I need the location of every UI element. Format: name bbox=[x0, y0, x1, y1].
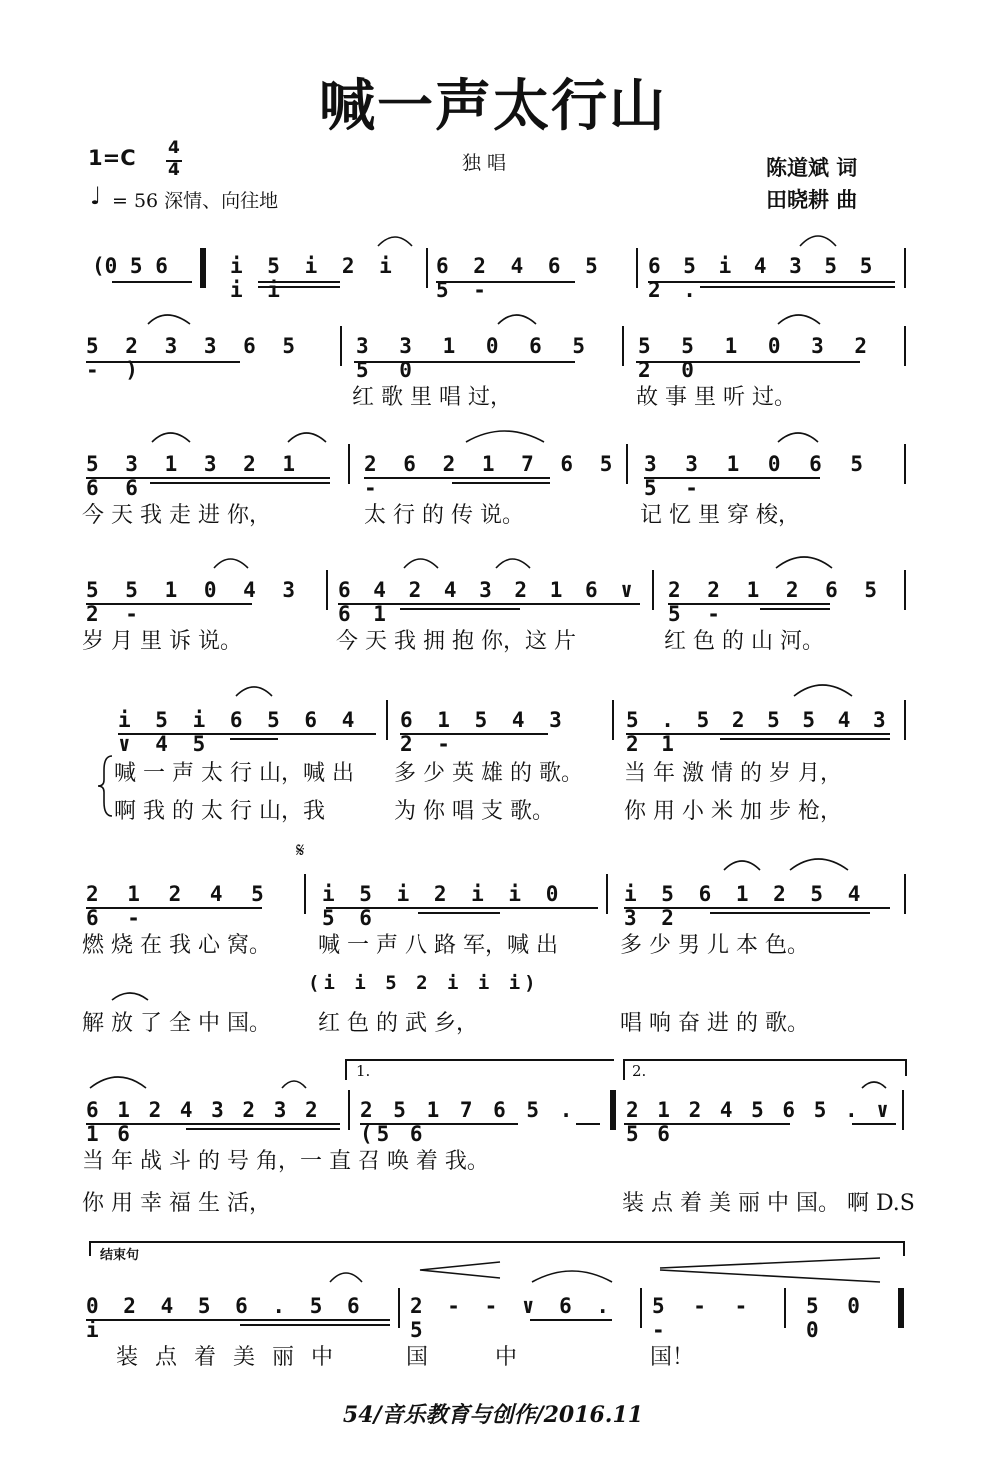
barline bbox=[622, 326, 624, 366]
composer: 田晓耕 曲 bbox=[766, 187, 858, 212]
barline bbox=[426, 248, 428, 288]
barline bbox=[386, 700, 388, 740]
barline bbox=[904, 248, 906, 288]
measure-notes: 0 2 4 5 6 . 5 6 i bbox=[86, 1294, 366, 1342]
lyric-line: 今 天 我 拥 抱 你，这 片 bbox=[336, 629, 576, 654]
hairpins bbox=[420, 1258, 880, 1282]
lyric-line: 记 忆 里 穿 梭， bbox=[640, 503, 800, 528]
lyric-line: 你 用 幸 福 生 活， bbox=[82, 1191, 271, 1216]
performance-type: 独 唱 bbox=[462, 152, 507, 174]
lyric-line: 故 事 里 听 过。 bbox=[636, 385, 796, 410]
lyric-line: 唱 响 奋 进 的 歌。 bbox=[620, 1011, 809, 1036]
measure-notes: 5 2 3 3 6 5 - ) bbox=[86, 334, 303, 382]
barline bbox=[326, 570, 328, 610]
barline bbox=[652, 570, 654, 610]
lyric-line: 当 年 战 斗 的 号 角，一 直 召 唤 着 我。 bbox=[82, 1149, 489, 1174]
measure-notes: 5 5 1 0 4 3 2 - bbox=[86, 578, 303, 626]
measure-notes: (0 5 6 bbox=[92, 254, 168, 278]
measure-notes: i 5 i 2 i i i bbox=[230, 254, 398, 302]
verse-brace bbox=[98, 756, 112, 816]
lyric-line: 为 你 唱 支 歌。 bbox=[394, 799, 554, 824]
barline bbox=[348, 1090, 350, 1130]
measure-notes: 3 3 1 0 6 5 5 - bbox=[644, 452, 872, 500]
volta-first-label: 1. bbox=[356, 1062, 371, 1080]
lyric-line: 国！ bbox=[650, 1345, 695, 1370]
barline bbox=[902, 1090, 904, 1130]
lyric-line: 今 天 我 走 进 你， bbox=[82, 503, 271, 528]
measure-notes: 2 1 2 4 5 6 - bbox=[86, 882, 272, 930]
measure-notes: 2 1 2 4 5 6 5 . ∨ 5 6 bbox=[626, 1098, 892, 1146]
time-signature-bottom: 4 bbox=[168, 160, 180, 180]
lyric-line: 多 少 男 儿 本 色。 bbox=[620, 933, 809, 958]
alternate-notes: (i i 5 2 i i i) bbox=[308, 972, 540, 994]
lyric-line: 红 歌 里 唱 过， bbox=[352, 385, 512, 410]
measure-notes: 3 3 1 0 6 5 5 0 bbox=[356, 334, 595, 382]
measure-notes: 2 2 1 2 6 5 5 - bbox=[668, 578, 885, 626]
lyric-line: 解 放 了 全 中 国。 bbox=[82, 1011, 271, 1036]
barline bbox=[398, 1288, 400, 1328]
barline bbox=[340, 326, 342, 366]
page-footer: 54/音乐教育与创作/2016.11 bbox=[342, 1402, 644, 1428]
lyric-line: 国 中 bbox=[406, 1345, 517, 1370]
barline bbox=[636, 248, 638, 288]
lyric-line: 岁 月 里 诉 说。 bbox=[82, 629, 242, 654]
lyric-line: 你 用 小 米 加 步 枪， bbox=[624, 799, 842, 824]
measure-notes: 6 4 2 4 3 2 1 6 ∨ 6 1 bbox=[338, 578, 638, 626]
lyric-line: 喊 一 声 太 行 山，喊 出 bbox=[114, 761, 354, 786]
barline bbox=[904, 570, 906, 610]
barline bbox=[904, 326, 906, 366]
barline bbox=[348, 444, 350, 484]
volta-second-label: 2. bbox=[632, 1062, 647, 1080]
barline bbox=[784, 1288, 786, 1328]
repeat-end-barline bbox=[610, 1090, 616, 1130]
ending-label: 结束句 bbox=[100, 1248, 140, 1263]
lyric-line: 装 点 着 美 丽 中 bbox=[116, 1345, 333, 1370]
barline bbox=[606, 874, 608, 914]
barline bbox=[904, 874, 906, 914]
measure-notes: 5 0 0 bbox=[806, 1294, 868, 1342]
key-signature: 1=C bbox=[88, 146, 136, 170]
lyric-line: 红 色 的 武 乡， bbox=[318, 1011, 478, 1036]
barline bbox=[904, 444, 906, 484]
measure-notes: 5 5 1 0 3 2 2 0 bbox=[638, 334, 877, 382]
measure-notes: 6 5 i 4 3 5 5 2 . bbox=[648, 254, 878, 302]
lyric-line: 装 点 着 美 丽 中 国。 啊 D.S bbox=[622, 1191, 915, 1216]
lyricist: 陈道斌 词 bbox=[766, 155, 858, 180]
barline bbox=[626, 444, 628, 484]
measure-notes: 5 . 5 2 5 5 4 3 2 1 bbox=[626, 708, 891, 756]
barline bbox=[640, 1288, 642, 1328]
measure-notes: 6 2 4 6 5 5 - bbox=[436, 254, 604, 302]
barline bbox=[612, 700, 614, 740]
lyric-line: 太 行 的 传 说。 bbox=[364, 503, 524, 528]
time-signature-top: 4 bbox=[168, 138, 180, 158]
measure-notes: 2 - - ∨ 6 . 5 bbox=[410, 1294, 616, 1342]
measure-notes: i 5 i 2 i i 0 5 6 bbox=[322, 882, 565, 930]
barline bbox=[904, 700, 906, 740]
tempo-marking: = 56 深情、向往地 bbox=[112, 190, 279, 212]
lyric-line: 红 色 的 山 河。 bbox=[664, 629, 824, 654]
measure-notes: i 5 i 6 5 6 4 ∨ 4 5 bbox=[118, 708, 361, 756]
measure-notes: i 5 6 1 2 5 4 3 2 bbox=[624, 882, 867, 930]
segno-sign: 𝄋 bbox=[296, 838, 305, 862]
lyric-line: 燃 烧 在 我 心 窝。 bbox=[82, 933, 271, 958]
repeat-start-barline bbox=[200, 248, 206, 288]
lyric-line: 当 年 激 情 的 岁 月， bbox=[624, 761, 842, 786]
measure-notes: 5 - - - bbox=[652, 1294, 756, 1342]
lyric-line: 喊 一 声 八 路 军，喊 出 bbox=[318, 933, 558, 958]
measure-notes: 6 1 5 4 3 2 - bbox=[400, 708, 568, 756]
measure-notes: 2 5 1 7 6 5 . (5 6 bbox=[360, 1098, 577, 1146]
lyric-line: 多 少 英 雄 的 歌。 bbox=[394, 761, 583, 786]
measure-notes: 6 1 2 4 3 2 3 2 1 6 bbox=[86, 1098, 321, 1146]
barline bbox=[304, 874, 306, 914]
measure-notes: 5 3 1 3 2 1 6 6 bbox=[86, 452, 303, 500]
song-title: 喊一声太行山 bbox=[319, 73, 667, 139]
measure-notes: 2 6 2 1 7 6 5 - bbox=[364, 452, 620, 500]
final-barline bbox=[898, 1288, 904, 1328]
lyric-line: 啊 我 的 太 行 山，我 bbox=[114, 799, 325, 824]
quarter-note-icon: ♩ bbox=[90, 182, 102, 210]
